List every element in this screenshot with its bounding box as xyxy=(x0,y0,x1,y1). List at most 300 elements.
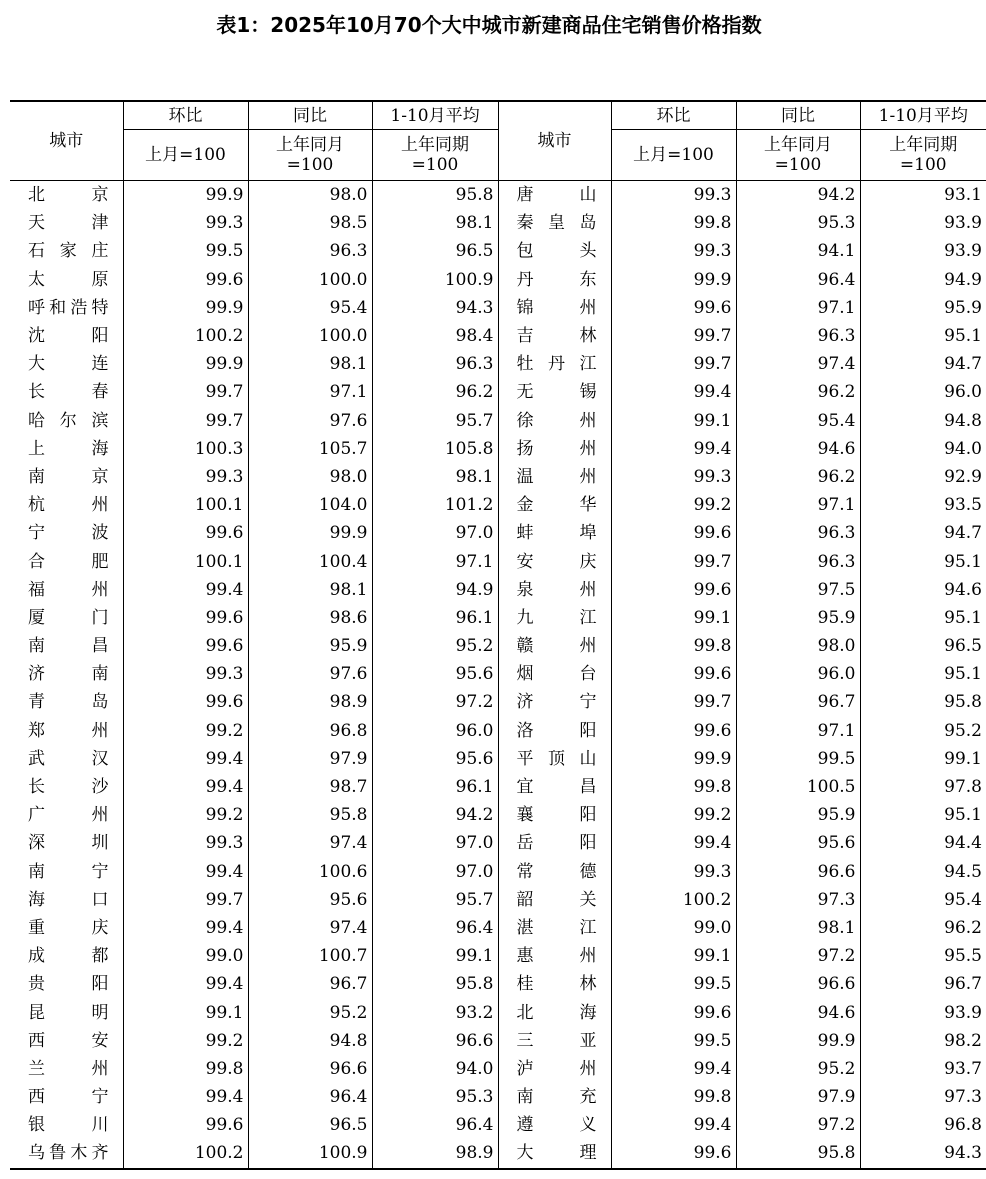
yoy-value: 95.9 xyxy=(736,801,860,829)
city-name: 惠州 xyxy=(498,942,611,970)
ytd-value: 98.1 xyxy=(372,209,498,237)
table-row xyxy=(10,829,986,857)
city-name: 秦皇岛 xyxy=(498,209,611,237)
yoy-value: 95.2 xyxy=(248,998,372,1026)
ytd-value: 95.7 xyxy=(372,407,498,435)
city-name: 南京 xyxy=(10,463,123,491)
city-name: 呼和浩特 xyxy=(10,294,123,322)
table-row xyxy=(10,717,986,745)
ytd-value: 92.9 xyxy=(860,463,986,491)
mom-value: 99.2 xyxy=(611,801,736,829)
city-name: 九江 xyxy=(498,604,611,632)
mom-value: 99.0 xyxy=(611,914,736,942)
mom-value: 99.2 xyxy=(123,1027,248,1055)
yoy-value: 97.4 xyxy=(736,350,860,378)
city-name: 哈尔滨 xyxy=(10,407,123,435)
table-row xyxy=(10,209,986,237)
city-name: 郑州 xyxy=(10,717,123,745)
mom-value: 99.3 xyxy=(123,209,248,237)
mom-value: 99.6 xyxy=(123,632,248,660)
ytd-value: 98.1 xyxy=(372,463,498,491)
mom-value: 99.0 xyxy=(123,942,248,970)
yoy-base-header xyxy=(248,130,372,181)
ytd-value: 95.1 xyxy=(860,801,986,829)
yoy-value: 97.2 xyxy=(736,1111,860,1139)
table-row xyxy=(10,914,986,942)
mom-value: 99.9 xyxy=(123,181,248,210)
mom-value: 99.8 xyxy=(123,1055,248,1083)
ytd-value: 93.7 xyxy=(860,1055,986,1083)
city-name: 青岛 xyxy=(10,688,123,716)
city-name: 乌鲁木齐 xyxy=(10,1139,123,1168)
city-name: 南昌 xyxy=(10,632,123,660)
yoy-value: 95.4 xyxy=(736,407,860,435)
mom-value: 99.8 xyxy=(611,1083,736,1111)
yoy-value: 96.4 xyxy=(248,1083,372,1111)
city-name: 泸州 xyxy=(498,1055,611,1083)
mom-value: 100.2 xyxy=(123,322,248,350)
ytd-value: 93.9 xyxy=(860,998,986,1026)
yoy-value: 98.0 xyxy=(736,632,860,660)
ytd-value: 96.4 xyxy=(372,1111,498,1139)
table-row xyxy=(10,660,986,688)
ytd-value: 93.9 xyxy=(860,209,986,237)
yoy-value: 96.5 xyxy=(248,1111,372,1139)
ytd-value: 94.5 xyxy=(860,858,986,886)
yoy-value: 97.6 xyxy=(248,660,372,688)
ytd-value: 98.4 xyxy=(372,322,498,350)
yoy-value: 97.4 xyxy=(248,829,372,857)
ytd-value: 94.7 xyxy=(860,519,986,547)
mom-value: 99.1 xyxy=(611,942,736,970)
ytd-value: 96.5 xyxy=(860,632,986,660)
yoy-value: 96.3 xyxy=(248,237,372,265)
city-name: 南宁 xyxy=(10,858,123,886)
city-name: 石家庄 xyxy=(10,237,123,265)
ytd-value: 100.9 xyxy=(372,266,498,294)
ytd-value: 99.1 xyxy=(860,745,986,773)
ytd-value: 95.1 xyxy=(860,604,986,632)
yoy-value: 95.9 xyxy=(248,632,372,660)
city-name: 西宁 xyxy=(10,1083,123,1111)
mom-value: 99.4 xyxy=(123,773,248,801)
table-row xyxy=(10,998,986,1026)
city-name: 济宁 xyxy=(498,688,611,716)
ytd-value: 97.0 xyxy=(372,829,498,857)
yoy-value: 94.8 xyxy=(248,1027,372,1055)
city-name: 赣州 xyxy=(498,632,611,660)
table-row xyxy=(10,801,986,829)
yoy-value: 100.5 xyxy=(736,773,860,801)
city-name: 北京 xyxy=(10,181,123,210)
table-row xyxy=(10,1139,986,1168)
city-name: 杭州 xyxy=(10,491,123,519)
yoy-value: 98.9 xyxy=(248,688,372,716)
ytd-value: 93.2 xyxy=(372,998,498,1026)
ytd-value: 95.8 xyxy=(372,181,498,210)
table-row xyxy=(10,491,986,519)
mom-value: 99.6 xyxy=(611,717,736,745)
mom-value: 99.3 xyxy=(611,463,736,491)
city-name: 泉州 xyxy=(498,576,611,604)
mom-value: 99.4 xyxy=(611,378,736,406)
city-name: 北海 xyxy=(498,998,611,1026)
mom-value: 99.7 xyxy=(123,886,248,914)
yoy-column-header: 同比 xyxy=(248,101,372,130)
mom-value: 99.7 xyxy=(123,407,248,435)
yoy-value: 94.1 xyxy=(736,237,860,265)
mom-value: 99.7 xyxy=(611,322,736,350)
city-name: 安庆 xyxy=(498,547,611,575)
mom-value: 99.2 xyxy=(611,491,736,519)
table-row xyxy=(10,1027,986,1055)
mom-base-label: 上月=100 xyxy=(145,145,226,165)
yoy-value: 95.2 xyxy=(736,1055,860,1083)
yoy-value: 95.8 xyxy=(248,801,372,829)
yoy-value: 97.1 xyxy=(248,378,372,406)
ytd-value: 96.4 xyxy=(372,914,498,942)
city-name: 徐州 xyxy=(498,407,611,435)
ytd-value: 93.9 xyxy=(860,237,986,265)
yoy-value: 100.0 xyxy=(248,266,372,294)
city-name: 沈阳 xyxy=(10,322,123,350)
mom-value: 99.6 xyxy=(611,998,736,1026)
mom-value: 99.3 xyxy=(611,858,736,886)
mom-value: 99.4 xyxy=(123,576,248,604)
mom-value: 99.6 xyxy=(123,519,248,547)
yoy-value: 100.6 xyxy=(248,858,372,886)
mom-value: 99.5 xyxy=(611,970,736,998)
mom-value: 99.4 xyxy=(123,970,248,998)
ytd-value: 95.8 xyxy=(372,970,498,998)
ytd-base-header xyxy=(860,130,986,181)
ytd-value: 96.1 xyxy=(372,604,498,632)
mom-value: 99.3 xyxy=(123,660,248,688)
city-name: 无锡 xyxy=(498,378,611,406)
yoy-column-header: 同比 xyxy=(736,101,860,130)
table-row xyxy=(10,773,986,801)
city-name: 洛阳 xyxy=(498,717,611,745)
city-name: 平顶山 xyxy=(498,745,611,773)
mom-value: 99.8 xyxy=(611,632,736,660)
yoy-value: 94.6 xyxy=(736,998,860,1026)
mom-value: 100.2 xyxy=(123,1139,248,1168)
yoy-value: 95.8 xyxy=(736,1139,860,1168)
city-name: 唐山 xyxy=(498,181,611,210)
city-name: 常德 xyxy=(498,858,611,886)
yoy-value: 97.9 xyxy=(736,1083,860,1111)
city-name: 襄阳 xyxy=(498,801,611,829)
ytd-value: 94.7 xyxy=(860,350,986,378)
ytd-value: 97.0 xyxy=(372,519,498,547)
city-name: 遵义 xyxy=(498,1111,611,1139)
table-row xyxy=(10,435,986,463)
yoy-base-line1: 上年同月 xyxy=(764,135,832,155)
yoy-base-header xyxy=(736,130,860,181)
ytd-value: 96.2 xyxy=(860,914,986,942)
table-row xyxy=(10,237,986,265)
ytd-value: 95.3 xyxy=(372,1083,498,1111)
mom-value: 99.1 xyxy=(123,998,248,1026)
yoy-value: 104.0 xyxy=(248,491,372,519)
table-row xyxy=(10,632,986,660)
table-row xyxy=(10,1055,986,1083)
mom-value: 99.7 xyxy=(123,378,248,406)
city-name: 上海 xyxy=(10,435,123,463)
yoy-value: 96.0 xyxy=(736,660,860,688)
table-body xyxy=(10,181,986,1169)
ytd-value: 95.2 xyxy=(860,717,986,745)
yoy-value: 96.2 xyxy=(736,378,860,406)
table-row xyxy=(10,266,986,294)
yoy-base-line1: 上年同月 xyxy=(276,135,344,155)
yoy-value: 98.5 xyxy=(248,209,372,237)
table-row xyxy=(10,407,986,435)
yoy-value: 100.4 xyxy=(248,547,372,575)
mom-value: 99.3 xyxy=(611,181,736,210)
ytd-value: 94.3 xyxy=(372,294,498,322)
table-row xyxy=(10,322,986,350)
ytd-value: 95.5 xyxy=(860,942,986,970)
ytd-value: 94.4 xyxy=(860,829,986,857)
yoy-value: 95.9 xyxy=(736,604,860,632)
table-row xyxy=(10,378,986,406)
mom-value: 99.1 xyxy=(611,407,736,435)
ytd-value: 95.2 xyxy=(372,632,498,660)
mom-value: 100.1 xyxy=(123,547,248,575)
ytd-column-header: 1-10月平均 xyxy=(860,101,986,130)
mom-value: 99.3 xyxy=(611,237,736,265)
mom-value: 100.1 xyxy=(123,491,248,519)
mom-value: 99.9 xyxy=(611,266,736,294)
ytd-value: 95.6 xyxy=(372,660,498,688)
city-name: 吉林 xyxy=(498,322,611,350)
table-row xyxy=(10,350,986,378)
ytd-value: 94.8 xyxy=(860,407,986,435)
mom-base-header xyxy=(611,130,736,181)
ytd-value: 96.3 xyxy=(372,350,498,378)
ytd-value: 94.0 xyxy=(372,1055,498,1083)
yoy-value: 95.3 xyxy=(736,209,860,237)
city-column-header: 城市 xyxy=(10,101,123,181)
yoy-value: 100.9 xyxy=(248,1139,372,1168)
table-row xyxy=(10,294,986,322)
ytd-value: 96.2 xyxy=(372,378,498,406)
ytd-value: 94.3 xyxy=(860,1139,986,1168)
ytd-base-line1: 上年同期 xyxy=(889,135,958,155)
city-name: 昆明 xyxy=(10,998,123,1026)
city-name: 宁波 xyxy=(10,519,123,547)
mom-base-label: 上月=100 xyxy=(633,145,714,165)
yoy-value: 97.6 xyxy=(248,407,372,435)
ytd-value: 96.0 xyxy=(860,378,986,406)
city-name: 大连 xyxy=(10,350,123,378)
table-row xyxy=(10,942,986,970)
mom-value: 99.9 xyxy=(123,350,248,378)
yoy-value: 100.7 xyxy=(248,942,372,970)
city-name: 南充 xyxy=(498,1083,611,1111)
mom-value: 99.2 xyxy=(123,717,248,745)
ytd-value: 94.0 xyxy=(860,435,986,463)
ytd-value: 95.1 xyxy=(860,547,986,575)
table-row xyxy=(10,1083,986,1111)
city-name: 牡丹江 xyxy=(498,350,611,378)
mom-value: 99.5 xyxy=(611,1027,736,1055)
price-index-table xyxy=(10,100,986,1170)
mom-value: 99.6 xyxy=(611,576,736,604)
ytd-value: 101.2 xyxy=(372,491,498,519)
ytd-value: 93.5 xyxy=(860,491,986,519)
ytd-value: 105.8 xyxy=(372,435,498,463)
city-name: 湛江 xyxy=(498,914,611,942)
mom-value: 99.4 xyxy=(123,745,248,773)
city-name: 宜昌 xyxy=(498,773,611,801)
yoy-value: 97.3 xyxy=(736,886,860,914)
ytd-value: 97.0 xyxy=(372,858,498,886)
table-row xyxy=(10,463,986,491)
mom-value: 100.2 xyxy=(611,886,736,914)
city-name: 成都 xyxy=(10,942,123,970)
mom-value: 99.6 xyxy=(123,688,248,716)
city-name: 重庆 xyxy=(10,914,123,942)
yoy-value: 96.6 xyxy=(248,1055,372,1083)
ytd-value: 94.9 xyxy=(372,576,498,604)
city-name: 金华 xyxy=(498,491,611,519)
ytd-value: 96.8 xyxy=(860,1111,986,1139)
yoy-base-line2: =100 xyxy=(774,155,822,175)
yoy-base-line2: =100 xyxy=(286,155,334,175)
yoy-value: 94.6 xyxy=(736,435,860,463)
mom-value: 99.4 xyxy=(611,829,736,857)
yoy-value: 95.6 xyxy=(248,886,372,914)
yoy-value: 96.7 xyxy=(736,688,860,716)
mom-value: 99.8 xyxy=(611,209,736,237)
city-name: 深圳 xyxy=(10,829,123,857)
city-name: 广州 xyxy=(10,801,123,829)
table-row xyxy=(10,519,986,547)
mom-value: 99.2 xyxy=(123,801,248,829)
table-row xyxy=(10,576,986,604)
ytd-value: 99.1 xyxy=(372,942,498,970)
yoy-value: 95.6 xyxy=(736,829,860,857)
mom-value: 99.7 xyxy=(611,547,736,575)
city-name: 武汉 xyxy=(10,745,123,773)
ytd-base-line1: 上年同期 xyxy=(401,135,469,155)
ytd-value: 97.8 xyxy=(860,773,986,801)
city-name: 天津 xyxy=(10,209,123,237)
yoy-value: 96.4 xyxy=(736,266,860,294)
ytd-base-line2: =100 xyxy=(899,155,947,175)
yoy-value: 98.0 xyxy=(248,181,372,210)
ytd-value: 97.2 xyxy=(372,688,498,716)
mom-column-header: 环比 xyxy=(123,101,248,130)
mom-value: 99.6 xyxy=(611,1139,736,1168)
city-name: 合肥 xyxy=(10,547,123,575)
yoy-value: 97.1 xyxy=(736,294,860,322)
city-name: 大理 xyxy=(498,1139,611,1168)
ytd-value: 96.5 xyxy=(372,237,498,265)
yoy-value: 98.1 xyxy=(736,914,860,942)
mom-column-header: 环比 xyxy=(611,101,736,130)
mom-value: 99.3 xyxy=(123,829,248,857)
yoy-value: 99.9 xyxy=(736,1027,860,1055)
city-name: 济南 xyxy=(10,660,123,688)
yoy-value: 97.5 xyxy=(736,576,860,604)
mom-value: 99.7 xyxy=(611,350,736,378)
mom-value: 99.6 xyxy=(611,294,736,322)
yoy-value: 97.1 xyxy=(736,717,860,745)
table-row xyxy=(10,688,986,716)
yoy-value: 96.7 xyxy=(248,970,372,998)
mom-value: 99.6 xyxy=(611,519,736,547)
city-name: 丹东 xyxy=(498,266,611,294)
table-row xyxy=(10,547,986,575)
mom-value: 99.6 xyxy=(123,1111,248,1139)
city-name: 厦门 xyxy=(10,604,123,632)
ytd-value: 95.4 xyxy=(860,886,986,914)
ytd-value: 96.0 xyxy=(372,717,498,745)
table-row xyxy=(10,858,986,886)
mom-value: 100.3 xyxy=(123,435,248,463)
mom-value: 99.4 xyxy=(611,1055,736,1083)
yoy-value: 96.3 xyxy=(736,519,860,547)
ytd-value: 96.7 xyxy=(860,970,986,998)
yoy-value: 96.3 xyxy=(736,547,860,575)
mom-value: 99.6 xyxy=(611,660,736,688)
table-row xyxy=(10,1111,986,1139)
ytd-value: 96.1 xyxy=(372,773,498,801)
mom-value: 99.5 xyxy=(123,237,248,265)
yoy-value: 97.9 xyxy=(248,745,372,773)
yoy-value: 98.1 xyxy=(248,576,372,604)
ytd-value: 94.9 xyxy=(860,266,986,294)
mom-value: 99.3 xyxy=(123,463,248,491)
yoy-value: 96.6 xyxy=(736,970,860,998)
page-title: 表1：2025年10月70个大中城市新建商品住宅销售价格指数 xyxy=(216,13,762,37)
table-row xyxy=(10,886,986,914)
mom-value: 99.4 xyxy=(123,1083,248,1111)
yoy-value: 96.6 xyxy=(736,858,860,886)
mom-value: 99.4 xyxy=(611,435,736,463)
yoy-value: 96.3 xyxy=(736,322,860,350)
table-row xyxy=(10,181,986,210)
table-row xyxy=(10,745,986,773)
ytd-value: 98.9 xyxy=(372,1139,498,1168)
mom-base-header xyxy=(123,130,248,181)
city-name: 贵阳 xyxy=(10,970,123,998)
ytd-base-line2: =100 xyxy=(411,155,459,175)
city-name: 西安 xyxy=(10,1027,123,1055)
mom-value: 99.4 xyxy=(123,914,248,942)
yoy-value: 94.2 xyxy=(736,181,860,210)
yoy-value: 98.0 xyxy=(248,463,372,491)
yoy-value: 97.4 xyxy=(248,914,372,942)
yoy-value: 99.5 xyxy=(736,745,860,773)
yoy-value: 98.6 xyxy=(248,604,372,632)
mom-value: 99.7 xyxy=(611,688,736,716)
city-name: 桂林 xyxy=(498,970,611,998)
city-name: 长沙 xyxy=(10,773,123,801)
yoy-value: 99.9 xyxy=(248,519,372,547)
mom-value: 99.4 xyxy=(123,858,248,886)
mom-value: 99.9 xyxy=(611,745,736,773)
ytd-value: 95.9 xyxy=(860,294,986,322)
city-name: 长春 xyxy=(10,378,123,406)
yoy-value: 98.1 xyxy=(248,350,372,378)
city-name: 蚌埠 xyxy=(498,519,611,547)
city-name: 兰州 xyxy=(10,1055,123,1083)
city-name: 韶关 xyxy=(498,886,611,914)
